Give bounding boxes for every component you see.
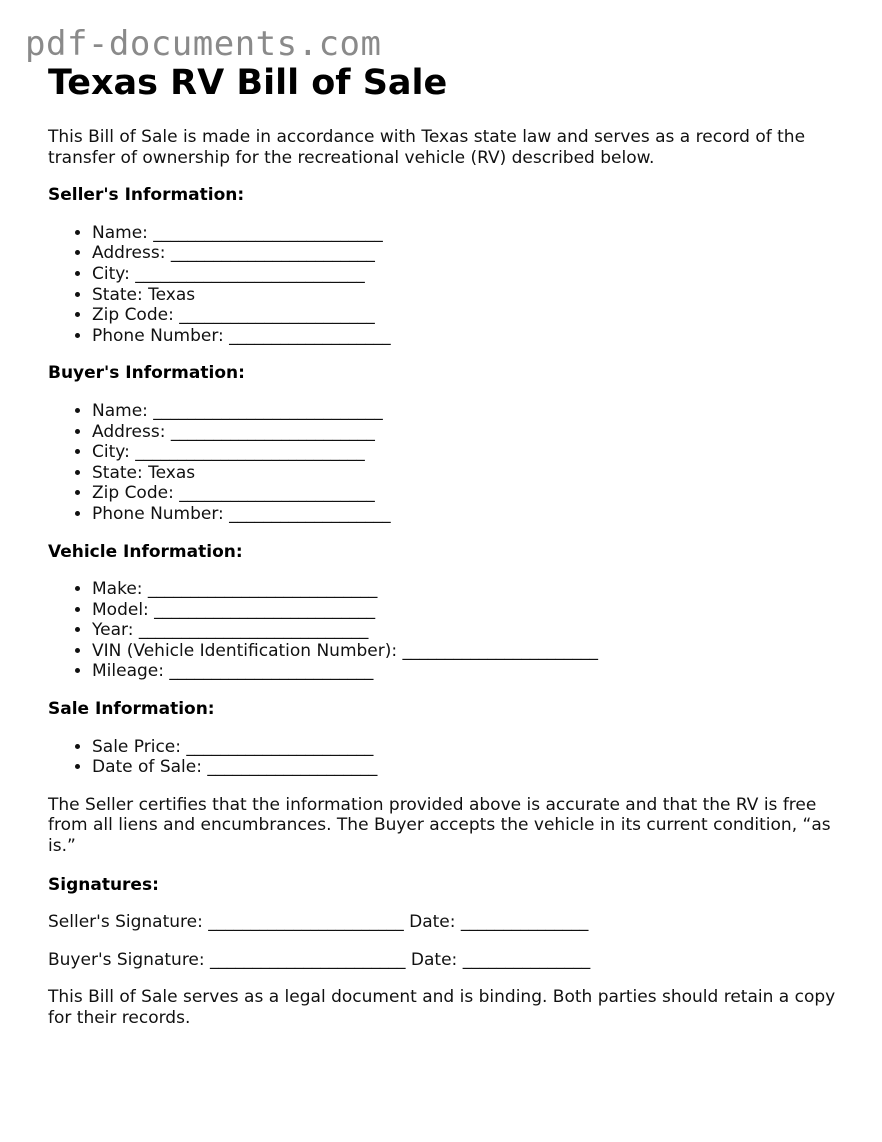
seller-heading: Seller's Information: <box>48 185 245 206</box>
buyer-city-field: • City: ___________________________ <box>92 442 848 463</box>
vehicle-mileage-field: • Mileage: ________________________ <box>92 661 848 682</box>
seller-field-list <box>48 223 848 347</box>
buyer-field-list <box>48 401 848 525</box>
document-title: Texas RV Bill of Sale <box>48 63 448 103</box>
vehicle-vin-field: • VIN (Vehicle Identification Number): _______________________ <box>92 641 848 662</box>
seller-city-field: • City: ___________________________ <box>92 264 848 285</box>
seller-address-field: • Address: ________________________ <box>92 243 848 264</box>
buyer-phone-field: • Phone Number: ___________________ <box>92 504 848 525</box>
document-body <box>48 60 848 1029</box>
certification-paragraph: The Seller certifies that the information provided above is accurate and that the RV is free from all liens and encumbrances. The Buyer accepts the vehicle in its current condition, “as is.” <box>48 794 831 857</box>
vehicle-field-list <box>48 579 848 682</box>
vehicle-heading: Vehicle Information: <box>48 541 243 562</box>
vehicle-year-field: • Year: ___________________________ <box>92 620 848 641</box>
seller-state-field: • State: Texas <box>92 285 848 306</box>
buyer-name-field: • Name: ___________________________ <box>92 401 848 422</box>
closing-paragraph: This Bill of Sale serves as a legal document and is binding. Both parties should retain a copy for their records. <box>48 987 836 1028</box>
buyer-address-field: • Address: ________________________ <box>92 422 848 443</box>
seller-zip-field: • Zip Code: _______________________ <box>92 305 848 326</box>
vehicle-model-field: • Model: __________________________ <box>92 600 848 621</box>
seller-name-field: • Name: ___________________________ <box>92 223 848 244</box>
seller-signature-line: Seller's Signature: _______________________ Date: _______________ <box>48 912 589 933</box>
buyer-zip-field: • Zip Code: _______________________ <box>92 483 848 504</box>
buyer-signature-line: Buyer's Signature: _______________________ Date: _______________ <box>48 949 591 970</box>
buyer-state-field: • State: Texas <box>92 463 848 484</box>
sale-date-field: • Date of Sale: ____________________ <box>92 757 848 778</box>
intro-paragraph: This Bill of Sale is made in accordance with Texas state law and serves as a record of the transfer of ownership for the recreational vehicle (RV) described below. <box>48 127 806 168</box>
sale-price-field: • Sale Price: ______________________ <box>92 737 848 758</box>
buyer-heading: Buyer's Information: <box>48 363 245 384</box>
watermark: pdf-documents.com <box>25 24 382 64</box>
signatures-heading: Signatures: <box>48 874 159 895</box>
sale-field-list <box>48 737 848 778</box>
vehicle-make-field: • Make: ___________________________ <box>92 579 848 600</box>
sale-heading: Sale Information: <box>48 699 215 720</box>
seller-phone-field: • Phone Number: ___________________ <box>92 326 848 347</box>
